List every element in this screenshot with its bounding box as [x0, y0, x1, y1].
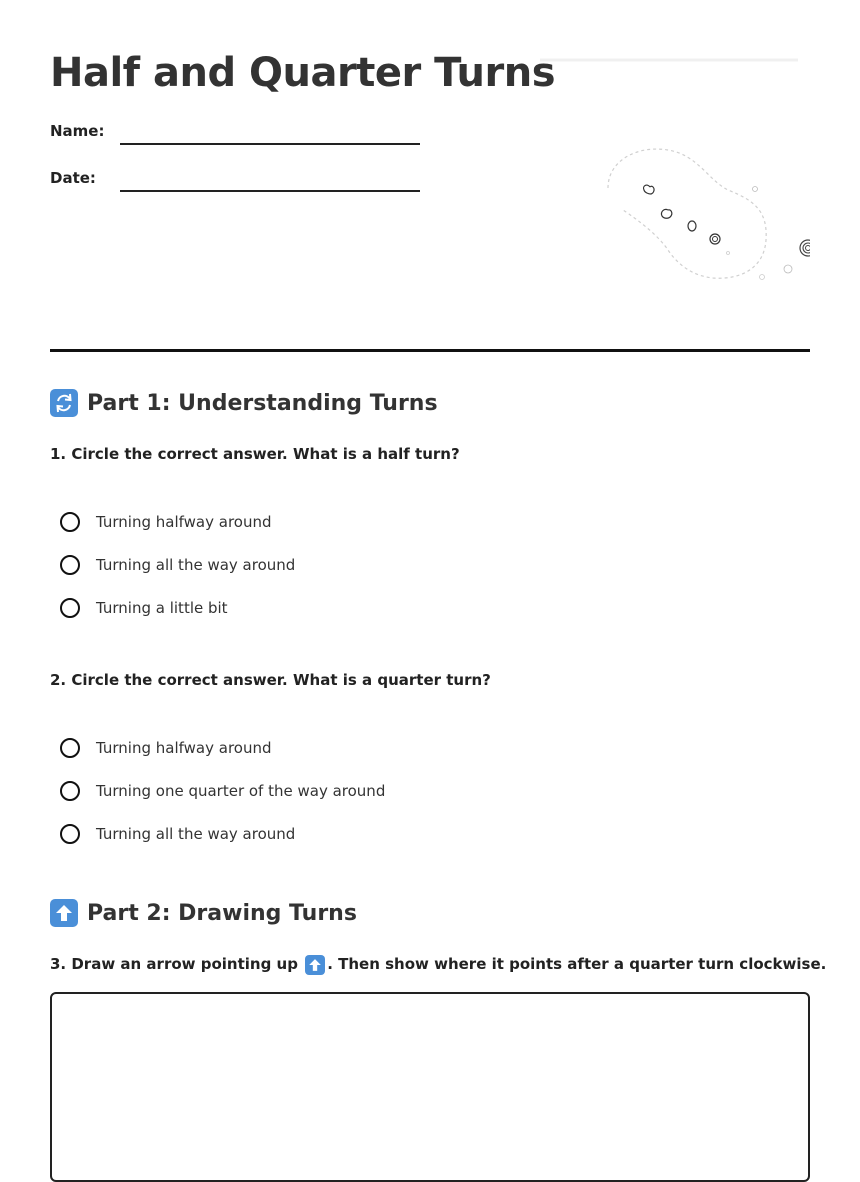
question-2: 2. Circle the correct answer. What is a quarter turn? [50, 671, 491, 689]
q1-option-3[interactable] [60, 595, 228, 621]
q2-option-1[interactable] [60, 735, 272, 761]
name-label: Name: [50, 122, 105, 140]
turning-path-doodle-icon [538, 50, 810, 300]
part1-heading [50, 389, 438, 417]
answer-bubble[interactable] [60, 512, 80, 532]
q1-option-2[interactable] [60, 552, 295, 578]
date-field[interactable] [50, 169, 420, 199]
answer-bubble[interactable] [60, 598, 80, 618]
answer-bubble[interactable] [60, 781, 80, 801]
answer-bubble[interactable] [60, 555, 80, 575]
name-line[interactable] [120, 143, 420, 145]
option-label: Turning one quarter of the way around [96, 782, 386, 800]
page-title: Half and Quarter Turns [50, 50, 556, 96]
q2-option-3[interactable] [60, 821, 295, 847]
option-label: Turning all the way around [96, 556, 296, 574]
answer-bubble[interactable] [60, 738, 80, 758]
option-label: Turning halfway around [96, 513, 272, 531]
q2-option-2[interactable] [60, 778, 385, 804]
question-3-text-start: 3. Draw an arrow pointing up [50, 955, 304, 973]
part2-heading-text: Part 2: Drawing Turns [87, 900, 357, 926]
up-arrow-icon [50, 899, 78, 927]
question-3-text-end: . Then show where it points after a quarter turn clockwise. [327, 955, 827, 973]
option-label: Turning all the way around [96, 825, 296, 843]
option-label: Turning halfway around [96, 739, 272, 757]
rotate-arrows-icon [50, 389, 78, 417]
question-1: 1. Circle the correct answer. What is a half turn? [50, 445, 460, 463]
q1-option-1[interactable] [60, 509, 272, 535]
option-label: Turning a little bit [96, 599, 228, 617]
part2-heading [50, 899, 357, 927]
drawing-area[interactable] [50, 992, 810, 1182]
name-field[interactable] [50, 122, 420, 152]
date-line[interactable] [120, 190, 420, 192]
question-3 [50, 955, 826, 975]
date-label: Date: [50, 169, 96, 187]
up-arrow-icon [305, 955, 325, 975]
header-divider [50, 349, 810, 352]
answer-bubble[interactable] [60, 824, 80, 844]
part1-heading-text: Part 1: Understanding Turns [87, 390, 438, 416]
